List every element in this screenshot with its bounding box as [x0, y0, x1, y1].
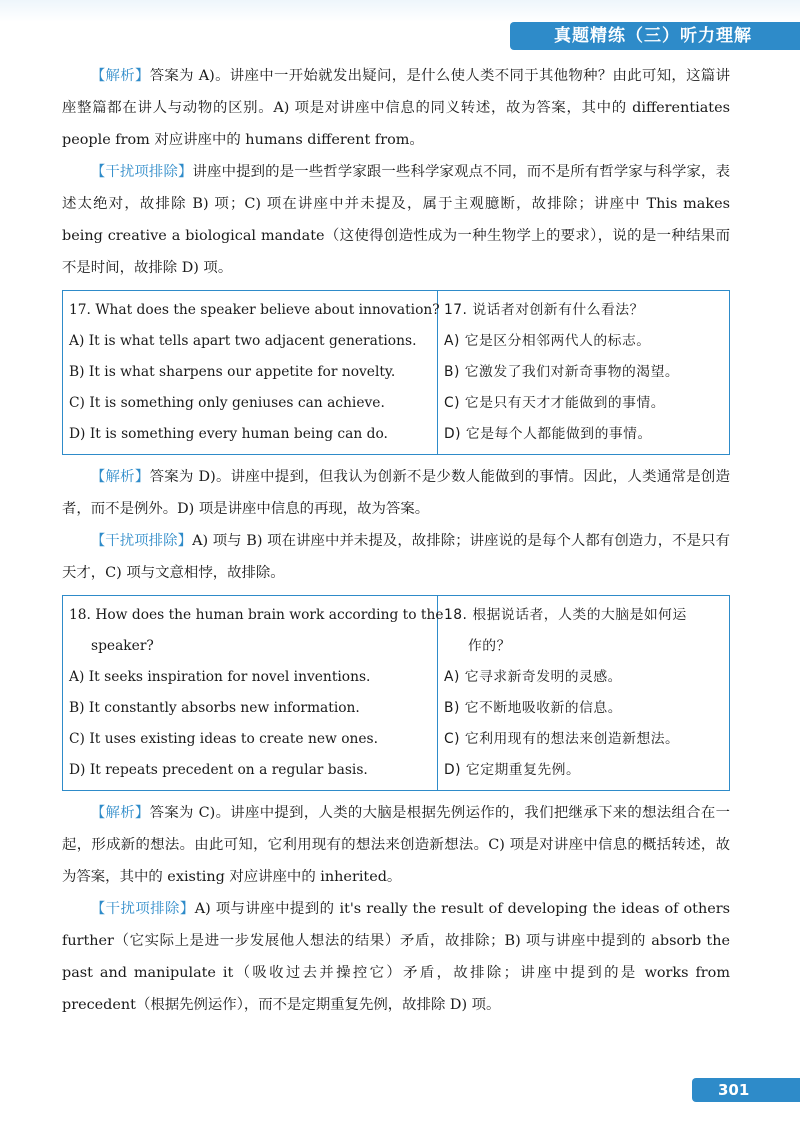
- page-number: [692, 1078, 800, 1102]
- q18-option-b-en: B) It constantly absorbs new information.: [69, 700, 360, 716]
- q16-analysis: [62, 60, 730, 156]
- analysis-text: 答案为 C)。讲座中提到，人类的大脑是根据先例运作的，我们把继承下来的想法组合在一起，形成新的想法。由此可知，它利用现有的想法来创造新想法。C) 项是对讲座中信息的概括转述，故为答案，其中的 existing 对应讲座中的 inherited。: [62, 805, 730, 885]
- analysis-text: 答案为 D)。讲座中提到，但我认为创新不是少数人能做到的事情。因此，人类通常是创造者，而不是例外。D) 项是讲座中信息的再现，故为答案。: [62, 469, 730, 517]
- q17-option-b-zh: B) 它激发了我们对新奇事物的渴望。: [444, 364, 680, 380]
- q17-option-a-zh: A) 它是区分相邻两代人的标志。: [444, 333, 651, 349]
- analysis-text: 答案为 A)。讲座中一开始就发出疑问，是什么使人类不同于其他物种？由此可知，这篇讲座整篇都在讲人与动物的区别。A) 项是对讲座中信息的同义转述，故为答案，其中的 differentiates people from 对应讲座中的 humans different from。: [62, 68, 730, 148]
- q17-analysis: [62, 461, 730, 525]
- q17-question-zh: 17. 说话者对创新有什么看法？: [444, 302, 644, 318]
- chapter-title: 真题精练（三）听力理解: [554, 26, 752, 46]
- q17-option-a-en: A) It is what tells apart two adjacent generations.: [69, 333, 417, 349]
- analysis-tag: 【解析】: [90, 469, 150, 485]
- distractor-tag: 【干扰项排除】: [90, 533, 193, 549]
- analysis-tag: 【解析】: [90, 68, 150, 84]
- q18-distractor: [62, 893, 730, 1021]
- q18-option-c-zh: C) 它利用现有的想法来创造新想法。: [444, 731, 680, 747]
- q17-question-en: 17. What does the speaker believe about innovation?: [69, 302, 440, 318]
- q18-question-zh-line2: 作的？: [468, 638, 511, 654]
- q17-english: [63, 291, 438, 455]
- q18-option-c-en: C) It uses existing ideas to create new ones.: [69, 731, 379, 747]
- q18-option-d-en: D) It repeats precedent on a regular basis.: [69, 762, 368, 778]
- page-content: [62, 60, 730, 1021]
- q17-option-d-en: D) It is something every human being can do.: [69, 426, 388, 442]
- q17-option-d-zh: D) 它是每个人都能做到的事情。: [444, 426, 652, 442]
- q18-question-en-line2: speaker?: [91, 638, 154, 654]
- q18-question-zh-line1: 18. 根据说话者，人类的大脑是如何运: [444, 607, 687, 623]
- q18-option-a-zh: A) 它寻求新奇发明的灵感。: [444, 669, 622, 685]
- distractor-text: A) 项与 B) 项在讲座中并未提及，故排除；讲座说的是每个人都有创造力，不是只有天才，C) 项与文意相悖，故排除。: [62, 533, 730, 581]
- q18-option-d-zh: D) 它定期重复先例。: [444, 762, 581, 778]
- distractor-text: A) 项与讲座中提到的 it's really the result of developing the ideas of others further（它实际上是进一步发展他人想法的结果）矛盾，故排除；B) 项与讲座中提到的 absorb the past and manipulate it（吸收过去并操控它）矛盾，故排除；讲座中提到的是 works from precedent（根据先例运作），而不是定期重复先例，故排除 D) 项。: [62, 901, 730, 1013]
- q18-english: [63, 596, 444, 791]
- q16-distractor: [62, 156, 730, 284]
- q17-table: [62, 290, 730, 455]
- q17-chinese: [438, 291, 730, 455]
- q18-analysis: [62, 797, 730, 893]
- q18-option-b-zh: B) 它不断地吸收新的信息。: [444, 700, 622, 716]
- distractor-tag: 【干扰项排除】: [90, 901, 195, 917]
- chapter-header: [510, 22, 800, 50]
- top-edge-band: [0, 0, 800, 22]
- q18-question-en-line1: 18. How does the human brain work according to the: [69, 607, 444, 623]
- q17-option-b-en: B) It is what sharpens our appetite for novelty.: [69, 364, 396, 380]
- q18-option-a-en: A) It seeks inspiration for novel inventions.: [69, 669, 371, 685]
- q18-table: [62, 595, 730, 791]
- distractor-tag: 【干扰项排除】: [90, 164, 193, 180]
- q17-option-c-en: C) It is something only geniuses can achieve.: [69, 395, 385, 411]
- analysis-tag: 【解析】: [90, 805, 150, 821]
- q17-option-c-zh: C) 它是只有天才才能做到的事情。: [444, 395, 666, 411]
- distractor-text: 讲座中提到的是一些哲学家跟一些科学家观点不同，而不是所有哲学家与科学家，表述太绝对，故排除 B) 项；C) 项在讲座中并未提及，属于主观臆断，故排除；讲座中 This makes being creative a biological mandate（这使得创造性成为一种生物学上的要求），说的是一种结果而不是时间，故排除 D) 项。: [62, 164, 730, 276]
- q17-distractor: [62, 525, 730, 589]
- page-number-text: 301: [718, 1081, 750, 1099]
- q18-chinese: [438, 596, 730, 791]
